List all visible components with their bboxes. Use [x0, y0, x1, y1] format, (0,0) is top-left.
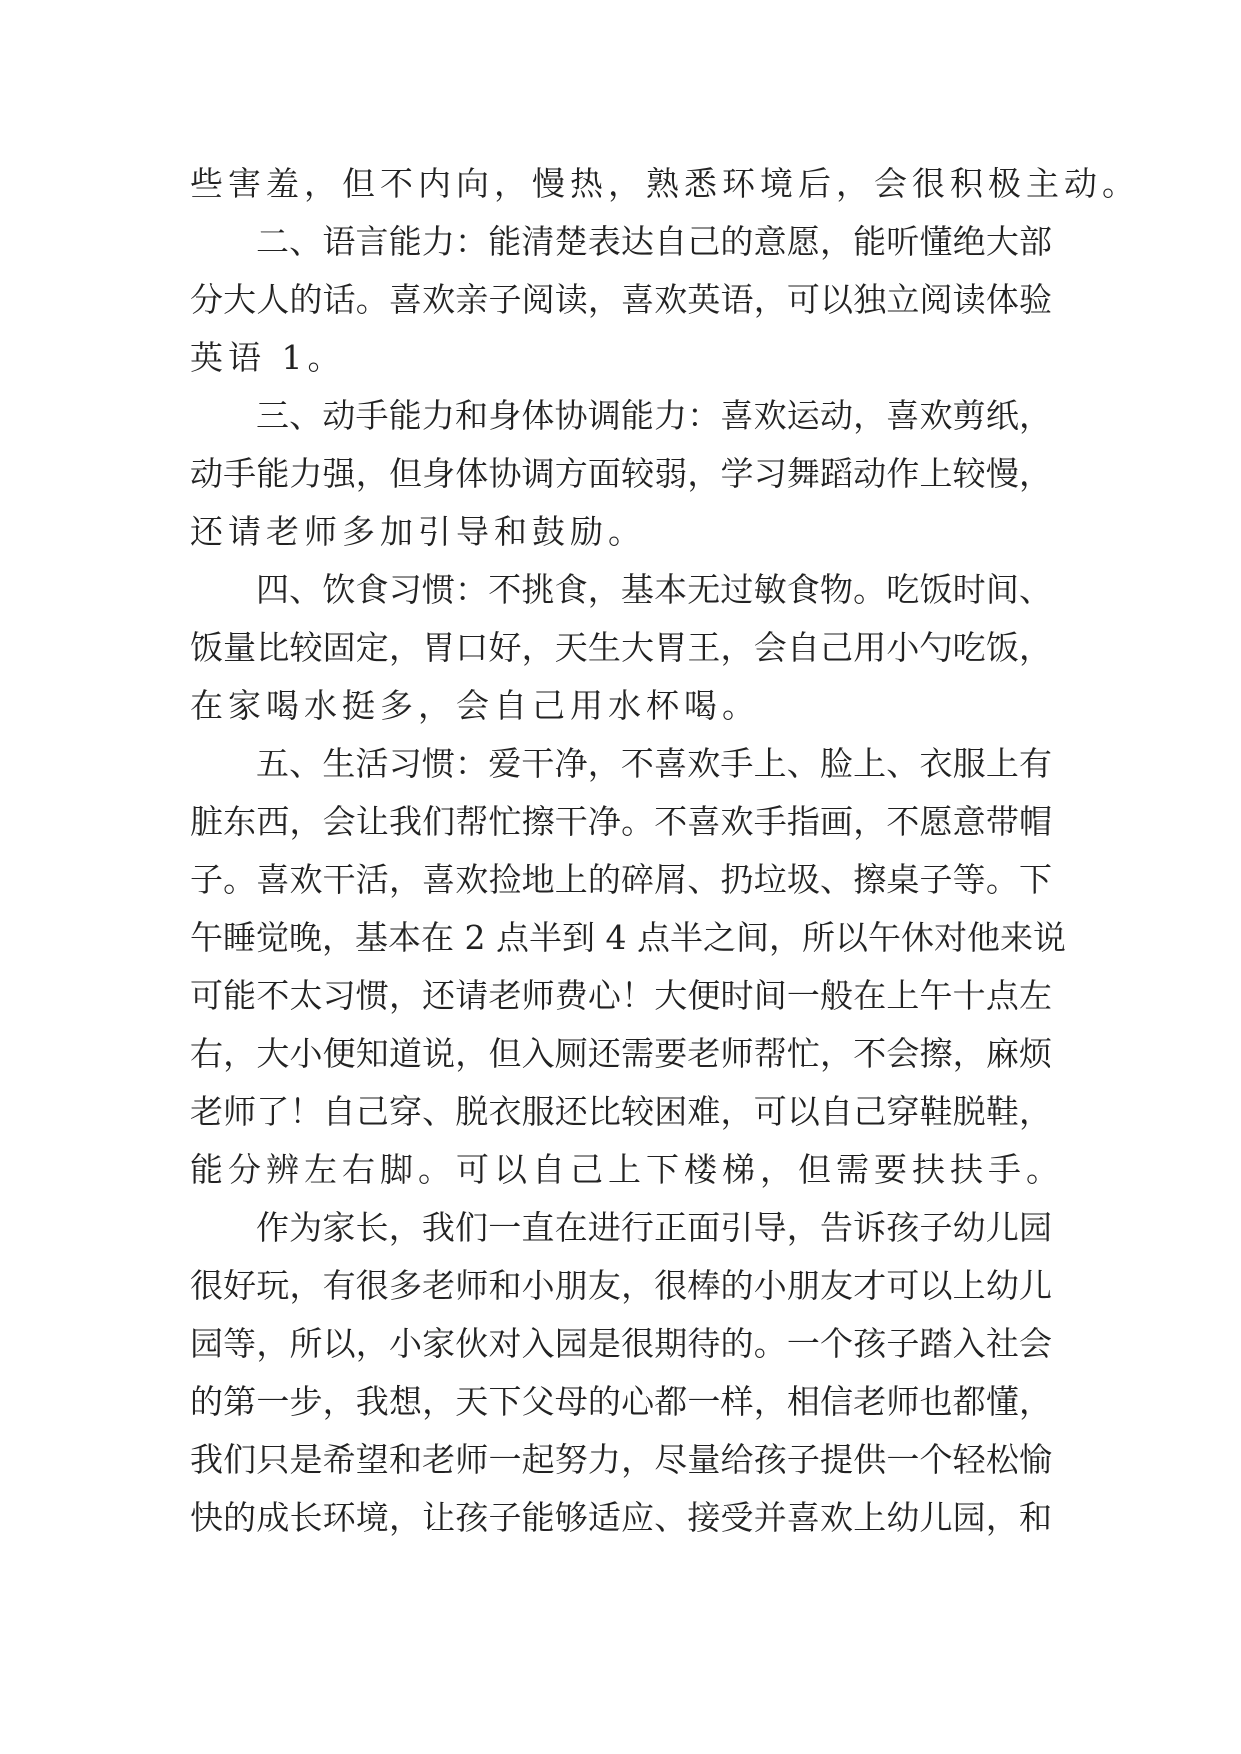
text-line: 三、动手能力和身体协调能力：喜欢运动，喜欢剪纸， [256, 396, 1052, 435]
text-line: 可能不太习惯，还请老师费心！大便时间一般在上午十点左 [190, 976, 1052, 1015]
text-line: 饭量比较固定，胃口好，天生大胃王，会自己用小勺吃饭， [190, 628, 1052, 667]
text-line: 在家喝水挺多，会自己用水杯喝。 [190, 686, 760, 725]
document-body [190, 155, 1140, 1547]
text-line: 脏东西，会让我们帮忙擦干净。不喜欢手指画，不愿意带帽 [190, 802, 1052, 841]
text-line: 作为家长，我们一直在进行正面引导，告诉孩子幼儿园 [256, 1208, 1052, 1247]
text-line: 园等，所以，小家伙对入园是很期待的。一个孩子踏入社会 [190, 1324, 1052, 1363]
text-line: 右，大小便知道说，但入厕还需要老师帮忙，不会擦，麻烦 [190, 1034, 1052, 1073]
text-line: 二、语言能力：能清楚表达自己的意愿，能听懂绝大部 [256, 222, 1052, 261]
text-line: 动手能力强，但身体协调方面较弱，学习舞蹈动作上较慢， [190, 454, 1052, 493]
text-line: 五、生活习惯：爱干净，不喜欢手上、脸上、衣服上有 [256, 744, 1052, 783]
text-line: 午睡觉晚，基本在 2 点半到 4 点半之间，所以午休对他来说 [190, 918, 1066, 957]
text-line: 些害羞，但不内向，慢热，熟悉环境后，会很积极主动。 [190, 164, 1140, 203]
text-line: 我们只是希望和老师一起努力，尽量给孩子提供一个轻松愉 [190, 1440, 1052, 1479]
text-line: 老师了！自己穿、脱衣服还比较困难，可以自己穿鞋脱鞋， [190, 1092, 1052, 1131]
text-line: 很好玩，有很多老师和小朋友，很棒的小朋友才可以上幼儿 [190, 1266, 1052, 1305]
text-line: 四、饮食习惯：不挑食，基本无过敏食物。吃饭时间、 [256, 570, 1052, 609]
text-line: 快的成长环境，让孩子能够适应、接受并喜欢上幼儿园，和 [190, 1498, 1052, 1537]
text-line: 分大人的话。喜欢亲子阅读，喜欢英语，可以独立阅读体验 [190, 280, 1052, 319]
text-line: 的第一步，我想，天下父母的心都一样，相信老师也都懂， [190, 1382, 1052, 1421]
text-line: 英语 1。 [190, 338, 346, 377]
text-line: 还请老师多加引导和鼓励。 [190, 512, 646, 551]
text-line: 子。喜欢干活，喜欢捡地上的碎屑、扔垃圾、擦桌子等。下 [190, 860, 1052, 899]
text-line: 能分辨左右脚。可以自己上下楼梯，但需要扶扶手。 [190, 1150, 1064, 1189]
